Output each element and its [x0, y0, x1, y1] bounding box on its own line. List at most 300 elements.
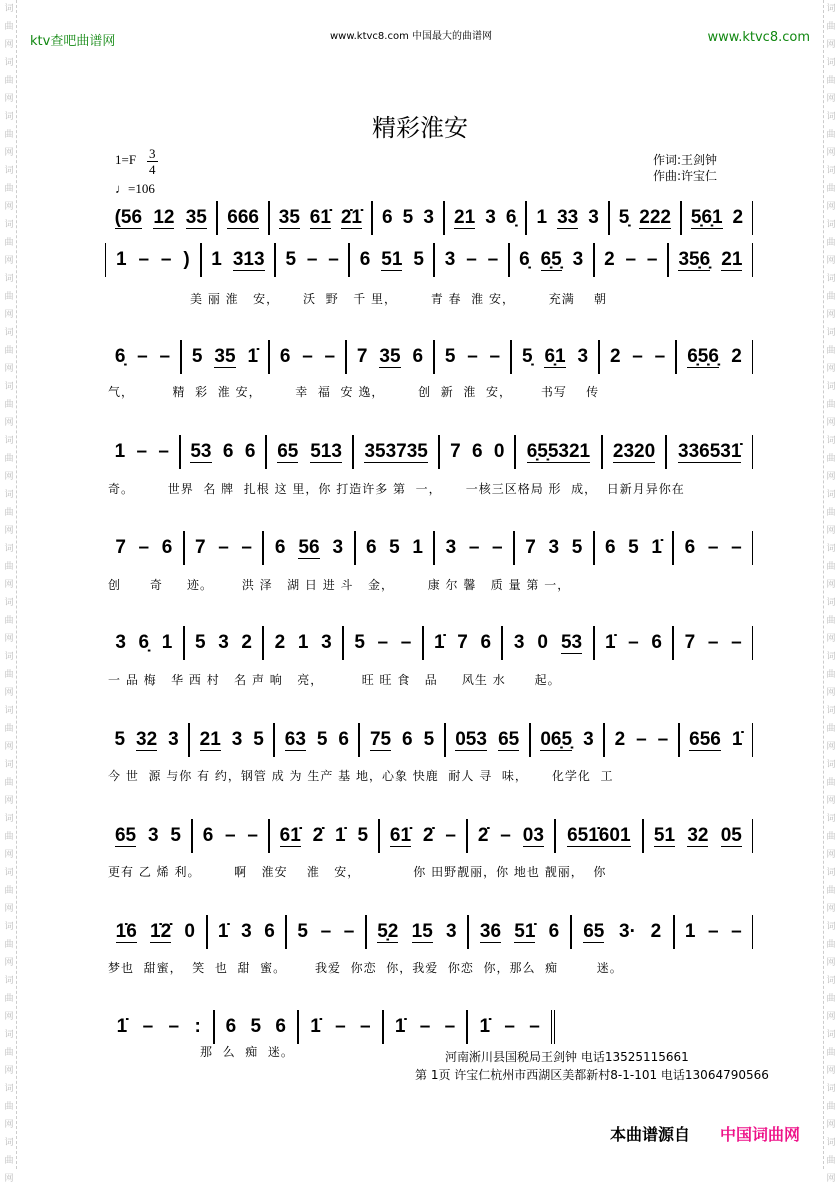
note-group: –	[377, 632, 389, 653]
note-group: 1̇6	[115, 920, 137, 942]
note-group: 7	[194, 537, 206, 558]
note-group: 1̇	[116, 1016, 128, 1037]
note-group: 3	[577, 346, 589, 367]
note-group: –	[632, 346, 643, 367]
note-group: )	[183, 249, 190, 270]
time-bottom: 4	[149, 162, 156, 177]
measure	[192, 819, 269, 853]
measure	[366, 915, 469, 949]
note-group: –	[487, 249, 499, 270]
note-group: 656	[689, 728, 721, 750]
key-signature: 1=F	[115, 152, 137, 167]
note-group: 5	[285, 249, 297, 270]
measure	[275, 243, 349, 277]
note-group: –	[142, 1016, 154, 1037]
footer-contact-1: 河南淅川县国税局王剑钟 电话13525115661	[445, 1050, 689, 1064]
note-group: 6	[225, 1016, 237, 1037]
note-group: 6̣5̣6̣	[687, 345, 719, 367]
note-group: –	[302, 346, 313, 367]
note-group: 3	[572, 249, 584, 270]
measure	[674, 915, 753, 949]
measure	[269, 819, 379, 853]
note-group: 5	[354, 632, 365, 653]
note-group: –	[492, 537, 503, 558]
measure	[379, 819, 467, 853]
note-group: –	[529, 1016, 540, 1037]
note-group: –	[468, 537, 480, 558]
note-group: –	[707, 921, 719, 942]
staff-row	[105, 342, 753, 372]
note-group: 2	[732, 207, 744, 228]
measure	[434, 531, 514, 565]
note-group: –	[241, 537, 252, 558]
note-group: 7	[457, 632, 468, 653]
note-group: –	[360, 1016, 371, 1037]
measure	[189, 723, 274, 757]
measure	[346, 340, 434, 374]
note-group: –	[467, 346, 478, 367]
note-group: 2	[609, 346, 621, 367]
measure	[666, 435, 753, 469]
note-group: 5̣2	[377, 920, 399, 942]
measure	[681, 201, 753, 235]
note-group: 32	[136, 728, 158, 750]
note-group: 6	[275, 1016, 286, 1037]
note-group: 353735	[364, 440, 428, 462]
note-group: :	[194, 1016, 201, 1037]
note-group: 0	[537, 632, 548, 653]
measure	[594, 531, 674, 565]
note-group: 6	[412, 346, 424, 367]
measure	[679, 723, 753, 757]
measure	[673, 531, 753, 565]
measure	[514, 531, 594, 565]
note-group: 35	[278, 206, 300, 228]
note-group: 1	[211, 249, 222, 270]
staff-row	[105, 533, 753, 563]
note-group: 2̇	[477, 825, 489, 846]
note-group: 5	[297, 921, 308, 942]
note-group: 666	[227, 206, 259, 228]
note-group: 5	[357, 825, 369, 846]
note-group: 3	[321, 632, 332, 653]
note-group: 2̇	[312, 825, 324, 846]
note-group: 1	[161, 632, 173, 653]
measure	[105, 435, 180, 469]
note-group: 3	[583, 729, 594, 750]
note-group: 1̇2̇	[150, 920, 172, 942]
measure	[217, 201, 268, 235]
measure	[181, 340, 269, 374]
note-group: 1̇	[394, 1016, 406, 1037]
note-group: –	[489, 346, 501, 367]
note-group: 5	[571, 537, 583, 558]
note-group: 35	[214, 345, 236, 367]
note-group: 1̇	[310, 1016, 321, 1037]
note-group: 36	[479, 920, 502, 942]
source-label: 本曲谱源自	[610, 1125, 691, 1144]
measure	[555, 819, 643, 853]
note-group: 1̇	[434, 632, 445, 653]
measure	[468, 915, 571, 949]
measure	[594, 243, 668, 277]
site-banner: www.ktvc8.com 中国最大的曲谱网	[330, 31, 493, 42]
measure	[673, 626, 753, 660]
note-group: 6̣	[114, 346, 126, 367]
measure	[269, 340, 346, 374]
note-group: 6̣1	[544, 345, 566, 367]
measure	[269, 201, 372, 235]
note-group: 6̣5̣5321	[526, 440, 591, 462]
tempo-mark: ♩=106	[115, 181, 155, 196]
note-group: –	[138, 249, 150, 270]
note-group: –	[500, 825, 511, 846]
note-group: 75	[369, 728, 392, 750]
note-group: 35	[379, 345, 401, 367]
note-group: 3	[485, 207, 496, 228]
note-group: 1	[536, 207, 548, 228]
note-group: 1	[114, 441, 126, 462]
note-group: 1̇	[604, 632, 616, 653]
measure	[105, 201, 217, 235]
lyrics-line: 更有 乙 烯 利。 啊 淮安 淮 安， 你 田野靓丽，你 地也 靓丽， 你	[108, 865, 607, 879]
note-group: 56	[298, 536, 320, 558]
note-group: –	[444, 1016, 456, 1037]
measure	[445, 723, 530, 757]
note-group: 65	[498, 728, 520, 750]
note-group: 2	[241, 632, 252, 653]
measure	[515, 435, 602, 469]
note-group: –	[657, 729, 669, 750]
measure	[263, 531, 354, 565]
measure	[530, 723, 604, 757]
measure	[214, 1010, 299, 1044]
watermark-left: 词曲网词曲网词曲网词曲网词曲网词曲网词曲网词曲网词曲网词曲网词曲网词曲网词曲网词曲网词曲网词曲网词曲网词曲网词曲网词曲网词曲网词曲网	[2, 0, 17, 1169]
measure	[599, 340, 676, 374]
staff-row	[105, 725, 753, 755]
measure	[105, 1010, 214, 1044]
note-group: 35	[185, 206, 207, 228]
measure	[105, 243, 201, 277]
staff-row	[105, 917, 753, 947]
note-group: 3	[332, 537, 344, 558]
note-group: 7	[684, 632, 696, 653]
note-group: 0	[493, 441, 505, 462]
note-group: 3	[445, 537, 457, 558]
note-group: 5	[194, 632, 206, 653]
note-group: 7	[356, 346, 368, 367]
lyrics-line: 那 么 痴 迷。	[200, 1045, 294, 1059]
note-group: 1̇	[479, 1016, 491, 1037]
note-group: 21	[199, 728, 221, 750]
note-group: 65	[583, 920, 605, 942]
note-group: 3	[218, 632, 229, 653]
lyrics-line: 今 世 源 与你 有 约，钢管 成 为 生产 基 地，心象 快鹿 耐人 寻 味， 化学化 工	[108, 769, 614, 783]
measure	[502, 626, 593, 660]
measure	[105, 531, 184, 565]
note-group: 336531̇	[678, 440, 742, 462]
measure	[105, 915, 207, 949]
note-group: –	[335, 1016, 346, 1037]
measure	[643, 819, 753, 853]
note-group: 6	[244, 441, 256, 462]
measure	[467, 1010, 555, 1044]
note-group: 2	[614, 729, 626, 750]
note-group: 053	[455, 728, 487, 750]
watermark-right: 词曲网词曲网词曲网词曲网词曲网词曲网词曲网词曲网词曲网词曲网词曲网词曲网词曲网词曲网词曲网词曲网词曲网词曲网词曲网词曲网词曲网词曲网	[823, 0, 838, 1169]
measure	[359, 723, 444, 757]
note-group: –	[218, 537, 229, 558]
measure	[184, 531, 264, 565]
note-group: –	[137, 346, 148, 367]
note-group: 1̇	[335, 825, 346, 846]
staff-row	[105, 1012, 555, 1042]
note-group: –	[625, 249, 637, 270]
note-group: 3·	[619, 921, 636, 942]
note-group: 15	[411, 920, 433, 942]
measure	[349, 243, 434, 277]
lyrics-line: 美 丽 淮 安， 沃 野 千 里， 青 春 淮 安， 充满 朝	[190, 292, 607, 306]
note-group: 63	[284, 728, 306, 750]
note-group: 6	[359, 249, 371, 270]
note-group: 1	[412, 537, 423, 558]
measure	[526, 201, 608, 235]
note-group: 6̣	[505, 207, 517, 228]
note-group: 53	[190, 440, 212, 462]
note-group: 6	[338, 729, 349, 750]
staff-row	[105, 245, 753, 275]
measure	[383, 1010, 468, 1044]
measure	[434, 243, 508, 277]
measure	[263, 626, 343, 660]
note-group: 61̇	[389, 824, 412, 846]
note-group: 0	[184, 921, 195, 942]
note-group: 2	[731, 346, 742, 367]
note-group: 5	[413, 249, 424, 270]
composer: 作曲:许宝仁	[653, 169, 718, 183]
note-group: 2̇	[422, 825, 434, 846]
note-group: 5	[170, 825, 181, 846]
note-group: 6	[365, 537, 377, 558]
note-group: 61̇	[309, 206, 331, 228]
note-group: –	[731, 921, 742, 942]
site-url-right[interactable]: www.ktvc8.com	[707, 30, 810, 45]
note-group: –	[247, 825, 258, 846]
note-group: –	[328, 249, 339, 270]
note-group: 6	[402, 729, 413, 750]
note-group: 5	[253, 729, 264, 750]
note-group: 6	[684, 537, 696, 558]
note-group: 3	[446, 921, 457, 942]
time-signature	[147, 146, 158, 177]
note-group: –	[707, 632, 719, 653]
measure	[207, 915, 286, 949]
note-group: –	[324, 346, 336, 367]
source-site-link[interactable]: 中国词曲网	[720, 1125, 801, 1144]
note-group: –	[160, 249, 172, 270]
note-group: 5	[444, 346, 456, 367]
note-group: 51	[381, 248, 403, 270]
note-group: 3	[231, 729, 243, 750]
note-group: 5	[389, 537, 400, 558]
note-group: 2	[604, 249, 615, 270]
note-group: 2	[274, 632, 286, 653]
note-group: –	[654, 346, 666, 367]
note-group: –	[343, 921, 355, 942]
measure	[571, 915, 674, 949]
note-group: 3	[168, 729, 179, 750]
note-group: 3	[423, 207, 434, 228]
note-group: 21	[454, 206, 476, 228]
note-group: –	[731, 537, 742, 558]
measure	[444, 201, 526, 235]
note-group: 6̣	[519, 249, 530, 270]
note-group: –	[731, 632, 742, 653]
note-group: 1	[684, 921, 696, 942]
lyricist: 作词:王剑钟	[653, 153, 718, 167]
note-group: 51	[653, 824, 676, 846]
note-group: 6̣5̣	[540, 248, 562, 270]
note-group: 2320	[612, 440, 656, 462]
note-group: –	[419, 1016, 431, 1037]
measure	[423, 626, 503, 660]
measure	[274, 723, 359, 757]
note-group: –	[707, 537, 719, 558]
measure	[184, 626, 264, 660]
note-group: 2̇1̇	[340, 206, 362, 228]
note-group: 61̇	[279, 824, 301, 846]
measure	[343, 626, 423, 660]
staff-row	[105, 628, 753, 658]
note-group: –	[138, 537, 150, 558]
note-group: 2	[650, 921, 662, 942]
note-group: 5	[316, 729, 328, 750]
note-group: 32	[687, 824, 709, 846]
note-group: 6	[651, 632, 662, 653]
note-group: 6	[264, 921, 275, 942]
note-group: 3	[444, 249, 456, 270]
note-group: 1̇	[217, 921, 229, 942]
note-group: 35̣6̣	[678, 248, 711, 270]
note-group: 1̇	[651, 537, 662, 558]
note-group: 5̣	[521, 346, 533, 367]
lyrics-line: 梦也 甜蜜， 笑 也 甜 蜜。 我爱 你恋 你，我爱 你恋 你，那么 痴 迷。	[108, 961, 623, 975]
measure	[105, 340, 181, 374]
measure	[676, 340, 753, 374]
note-group: 5	[628, 537, 639, 558]
note-group: 06̣5̣	[540, 728, 573, 750]
note-group: –	[445, 825, 456, 846]
measure	[355, 531, 435, 565]
measure	[602, 435, 667, 469]
note-group: 33	[557, 206, 579, 228]
note-group: 3	[241, 921, 252, 942]
note-group: 6	[274, 537, 286, 558]
note-group: 7	[115, 537, 126, 558]
note-group: –	[306, 249, 318, 270]
note-group: 222	[639, 206, 671, 228]
note-group: 6	[161, 537, 173, 558]
note-group: 5	[191, 346, 203, 367]
note-group: 6	[222, 441, 234, 462]
measure	[594, 626, 674, 660]
note-group: –	[646, 249, 658, 270]
measure	[180, 435, 267, 469]
measure	[511, 340, 599, 374]
song-title: 精彩淮安	[372, 114, 468, 142]
lyrics-line: 奇。 世界 名 牌 扎根 这 里，你 打造许多 第 一， 一核三区格局 形 成， 日新月异你在	[108, 482, 685, 496]
note-group: –	[400, 632, 412, 653]
measure	[105, 819, 192, 853]
time-top: 3	[149, 146, 156, 161]
note-group: 65	[114, 824, 137, 846]
note-group: –	[466, 249, 477, 270]
note-group: 3	[588, 207, 599, 228]
staff-row	[105, 437, 753, 467]
measure	[105, 723, 189, 757]
footer-contact-2: 第 1页 许宝仁杭州市西湖区美都新村8-1-101 电话13064790566	[415, 1068, 769, 1082]
credits	[653, 152, 717, 184]
measure	[353, 435, 440, 469]
measure	[509, 243, 594, 277]
note-group: 6	[381, 207, 393, 228]
note-group: –	[158, 441, 169, 462]
note-group: 3	[548, 537, 560, 558]
note-group: –	[136, 441, 148, 462]
note-group: 6	[202, 825, 214, 846]
note-group: –	[636, 729, 647, 750]
note-group: 12	[153, 206, 175, 228]
note-group: 53	[560, 631, 583, 653]
note-group: 6	[548, 921, 560, 942]
measure	[105, 626, 184, 660]
site-name-left[interactable]: ktv查吧曲谱网	[30, 34, 116, 49]
note-group: –	[168, 1016, 180, 1037]
note-group: 6	[279, 346, 291, 367]
note-group: 1̇	[247, 346, 259, 367]
note-group: 3	[513, 632, 525, 653]
note-group: 1̇	[731, 729, 743, 750]
note-group: 65	[277, 440, 299, 462]
measure	[668, 243, 753, 277]
note-group: 7	[450, 441, 461, 462]
measure	[604, 723, 678, 757]
note-group: 3	[115, 632, 126, 653]
note-group: 6	[471, 441, 483, 462]
measure	[609, 201, 681, 235]
lyrics-line: 气， 精 彩 淮 安， 幸 福 安 逸， 创 新 淮 安， 书写 传	[108, 385, 600, 399]
measure	[286, 915, 365, 949]
note-group: –	[225, 825, 236, 846]
note-group: 21	[721, 248, 743, 270]
note-group: 03	[522, 824, 544, 846]
note-group: 7	[525, 537, 536, 558]
note-group: (56	[114, 206, 143, 228]
measure	[266, 435, 353, 469]
note-group: 513	[310, 440, 342, 462]
note-group: 5̣	[618, 207, 630, 228]
note-group: –	[504, 1016, 515, 1037]
note-group: 05	[720, 824, 742, 846]
note-group: 5	[114, 729, 126, 750]
note-group: 3	[147, 825, 159, 846]
note-group: –	[159, 346, 171, 367]
note-group: 651̇601	[567, 824, 631, 846]
note-group: 6̣	[138, 632, 150, 653]
measure	[372, 201, 444, 235]
note-group: –	[628, 632, 639, 653]
lyrics-line: 一 品 梅 华 西 村 名 声 响 亮， 旺 旺 食 品 风生 水 起。	[108, 673, 561, 687]
